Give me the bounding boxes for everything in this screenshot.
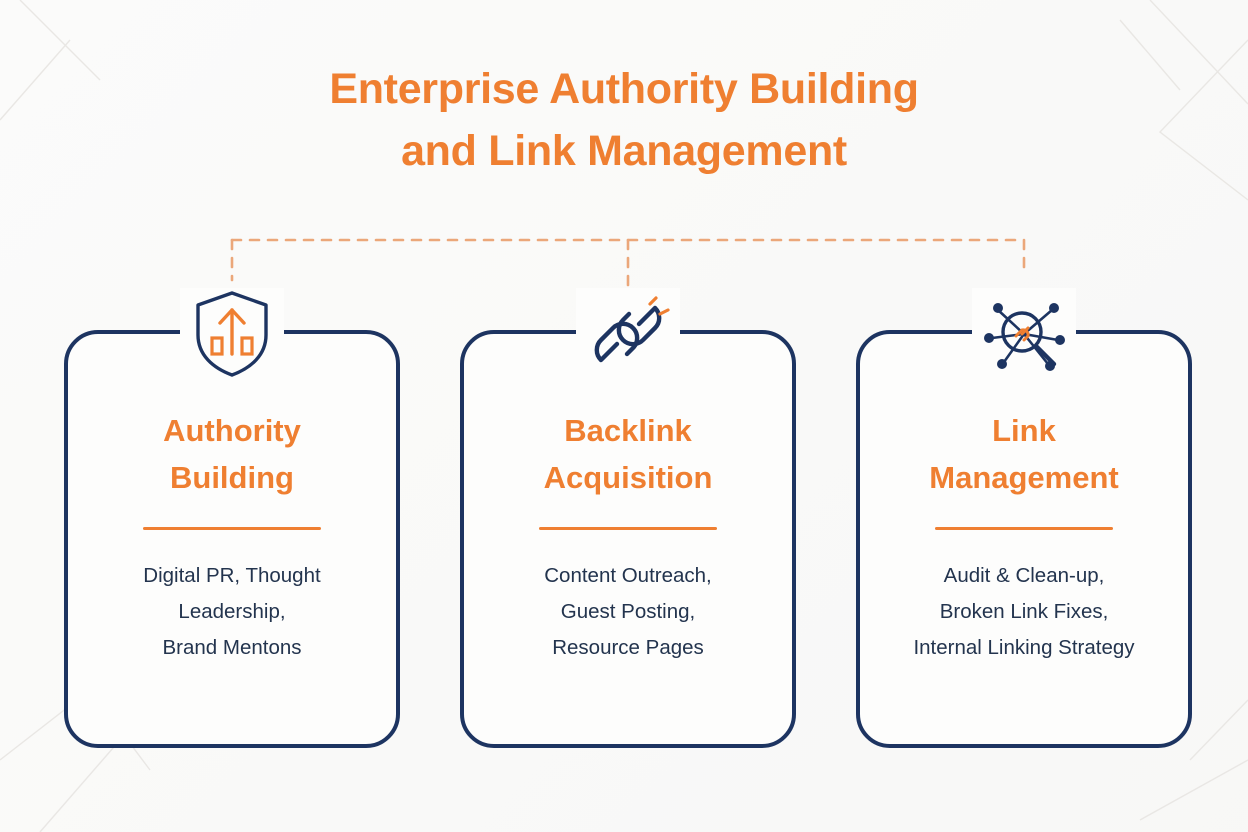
title-line-2: and Link Management: [401, 127, 847, 176]
card-title-line-1: Backlink: [564, 413, 692, 448]
card-body: [464, 334, 792, 666]
card-title-line-1: Link: [992, 413, 1056, 448]
card-body: [68, 334, 396, 666]
card-title-line-2: Building: [170, 459, 294, 495]
card-description-line: Resource Pages: [552, 635, 704, 659]
card-backlink-acquisition[interactable]: [460, 330, 796, 748]
card-description-line: Content Outreach,: [544, 564, 712, 587]
card-description-line: Audit & Clean-up,: [943, 564, 1105, 587]
card-title-line-2: Acquisition: [543, 459, 713, 495]
card-description-line: Leadership,: [178, 599, 286, 623]
card-link-management[interactable]: [856, 330, 1192, 748]
card-authority-building[interactable]: [64, 330, 400, 748]
card-divider: [143, 527, 321, 530]
card-title-line-1: Authority: [163, 413, 301, 448]
card-divider: [539, 527, 717, 530]
card-description: [90, 558, 374, 666]
shield-growth-icon: [180, 288, 284, 380]
card-description-line: Digital PR, Thought: [143, 564, 321, 587]
card-body: [860, 334, 1188, 666]
card-description: [486, 558, 770, 666]
card-description-line: Brand Mentons: [162, 635, 302, 659]
card-title-line-2: Management: [929, 459, 1119, 495]
card-description-line: Broken Link Fixes,: [939, 599, 1109, 623]
card-description-line: Internal Linking Strategy: [913, 635, 1135, 659]
card-divider: [935, 527, 1113, 530]
card-description-line: Guest Posting,: [560, 599, 696, 623]
title-line-1: Enterprise Authority Building: [329, 65, 919, 113]
page-title: [0, 58, 1248, 183]
network-magnifier-icon: [972, 288, 1076, 380]
cards-row: [0, 330, 1248, 750]
card-description: [882, 558, 1166, 666]
chain-link-icon: [576, 288, 680, 380]
